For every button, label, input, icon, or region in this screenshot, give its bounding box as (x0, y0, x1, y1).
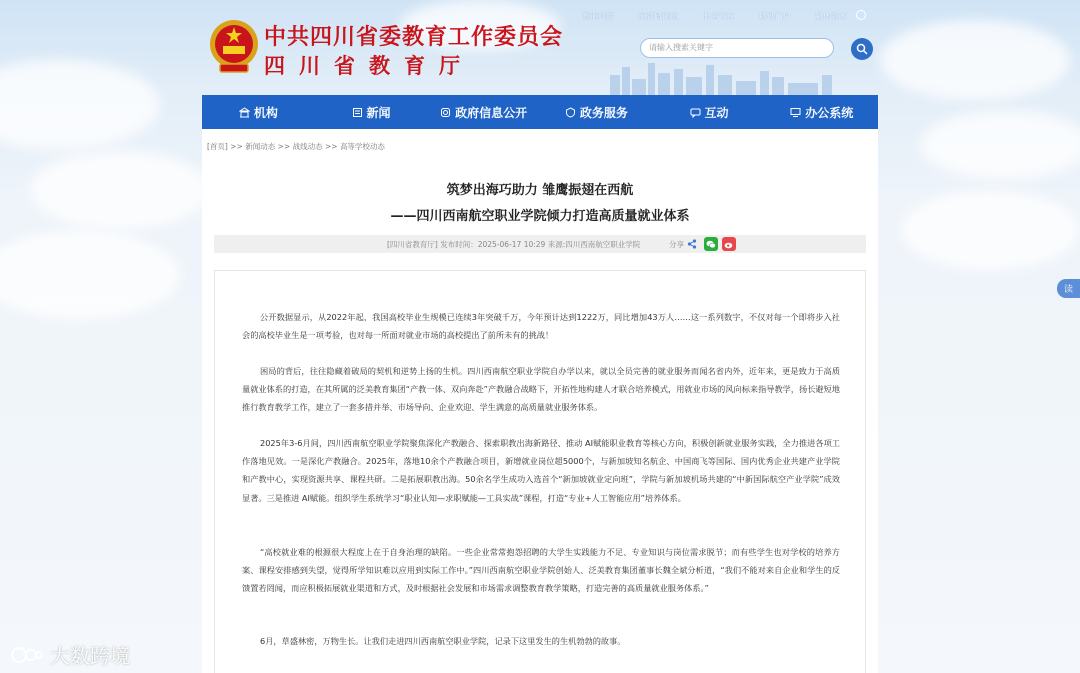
main-nav (202, 95, 878, 129)
breadcrumb (207, 141, 385, 152)
toplink-smart-qa[interactable]: 智能问答 (582, 12, 614, 21)
article-paragraph: 2025年3-6月间，四川西南航空职业学院聚焦深化产教融合、探索职教出海新路径、推动 AI赋能职业教育等核心方向，积极创新就业服务实践，全力推进各项工作落地见效。一是深化产教融合。2025年，落地10余个产教融合项目，新增就业岗位超5000个，与新加坡知名航企、中国商飞等国际、国内优秀企业共建产业学院和产教中心，实现资源共享、课程共研。二是拓展职教出海。50余名学生成功入选首个“新加坡就业定向班”，学院与新加坡机场共建的“中新国际航空产业学院”成效显著。三是推进 AI赋能。组织学生系统学习“职业认知—求职赋能—工具实战”课程，打造“专业+人工智能应用”培养体系。 (242, 438, 840, 503)
article-paragraph: 困局的背后，往往隐藏着破局的契机和逆势上扬的生机。四川西南航空职业学院自办学以来，就以全员完善的就业服务而闻名省内外，近年来，更是致力于高质量就业体系的打造，在其所属的泛美教育集团“产教一体、双向奔赴”产教融合战略下，开拓性地构建人才联合培养模式，用就业市场的风向标来指导教学，扬长避短地推行教育教学工作，建立了一套多措并举、市场导向、企业欢迎、学生满意的高质量就业服务体系。 (242, 366, 840, 413)
share-icon[interactable] (687, 239, 697, 249)
search-input[interactable]: 请输入搜索关键字 (640, 38, 834, 58)
monitor-icon (790, 107, 801, 118)
cloud-decoration (0, 60, 160, 150)
service-icon (565, 107, 576, 118)
toplink-traditional[interactable]: 繁体版本 (815, 12, 847, 21)
nav-label: 新闻 (366, 105, 391, 120)
article-title: 筑梦出海巧助力 雏鹰振翅在西航 (446, 183, 634, 198)
nav-gov-services[interactable] (540, 95, 653, 129)
cloud-decoration (30, 150, 210, 230)
nav-label: 政务服务 (579, 105, 628, 120)
wechat-icon (706, 240, 716, 249)
breadcrumb-universities[interactable]: 高等学校动态 (339, 142, 385, 151)
newspaper-icon (352, 107, 363, 118)
article-meta: [四川省教育厅] 发布时间：2025-06-17 10:29 来源:四川西南航空职业学院 (387, 240, 641, 249)
chat-icon (690, 107, 701, 118)
search-icon (856, 43, 868, 55)
watermark (10, 640, 130, 669)
article-paragraph: 6月，草盛林密，万物生长。让我们走进四川西南航空职业学院，记录下这里发生的生机勃勃的故事。 (260, 636, 626, 646)
national-emblem-icon (208, 18, 260, 76)
city-skyline-decoration (600, 55, 880, 95)
read-aloud-label: 读 (1063, 285, 1073, 295)
breadcrumb-sep: >> (324, 142, 338, 151)
share-label: 分享 (669, 240, 684, 249)
toplink-elderly[interactable]: 长者专区 (703, 12, 735, 21)
nav-label: 政府信息公开 (455, 105, 528, 120)
watermark-logo-icon (10, 643, 44, 667)
document-icon (440, 107, 451, 118)
breadcrumb-sep: >> (230, 142, 243, 151)
nav-interaction[interactable] (653, 95, 766, 129)
toplink-mobile[interactable]: 移动门户 (759, 12, 791, 21)
article-paragraph: “高校就业难的根源很大程度上在于自身治理的缺陷。一些企业常常抱怨招聘的大学生实践能力不足、专业知识与岗位需求脱节；而有些学生也对学校的培养方案、课程安排感到失望，觉得所学知识难以应用到实际工作中。”四川西南航空职业学院创始人、泛美教育集团董事长魏全斌分析道，“我们不能对来自企业和学生的反馈置若罔闻，而应积极拓展就业渠道和方式，及时根据社会发展和市场需求调整教育教学策略，打造完善的高质量就业服务体系。” (242, 547, 840, 594)
breadcrumb-sep: >> (277, 142, 291, 151)
article-subtitle: ——四川西南航空职业学院倾力打造高质量就业体系 (390, 209, 690, 224)
read-aloud-tab[interactable] (1057, 279, 1080, 298)
breadcrumb-news[interactable]: 新闻动态 (245, 142, 276, 151)
nav-office-system[interactable] (765, 95, 878, 129)
watermark-text: 大数跨境 (50, 644, 130, 668)
wechat-share-button[interactable] (704, 237, 718, 251)
site-title: 中共四川省委教育工作委员会 (264, 24, 564, 50)
nav-label: 办公系统 (805, 105, 854, 120)
cloud-decoration (900, 190, 1080, 270)
breadcrumb-home[interactable]: [首页] (207, 142, 228, 151)
nav-label: 机构 (253, 105, 278, 120)
nav-label: 互动 (704, 105, 729, 120)
nav-gov-info[interactable] (427, 95, 540, 129)
toplink-accessibility[interactable]: 无障碍浏览 (638, 12, 678, 21)
nav-organization[interactable] (202, 95, 315, 129)
cloud-decoration (0, 230, 180, 320)
nav-news[interactable] (315, 95, 428, 129)
cloud-decoration (880, 20, 1070, 100)
cloud-decoration (920, 110, 1080, 180)
site-subtitle: 四川省教育厅 (264, 53, 474, 78)
article-paragraph: 公开数据显示，从2022年起，我国高校毕业生规模已连续3年突破千万，今年预计达到1222万，同比增加43万人……这一系列数字，不仅对每一个即将步入社会的高校毕业生是一项考验，也对每一所面对就业市场的高校提出了前所未有的挑战！ (242, 312, 840, 341)
weibo-icon (724, 240, 734, 249)
building-icon (239, 107, 250, 118)
breadcrumb-frontline[interactable]: 战线动态 (292, 142, 323, 151)
weibo-share-button[interactable] (722, 237, 736, 251)
language-icon[interactable] (856, 10, 866, 20)
